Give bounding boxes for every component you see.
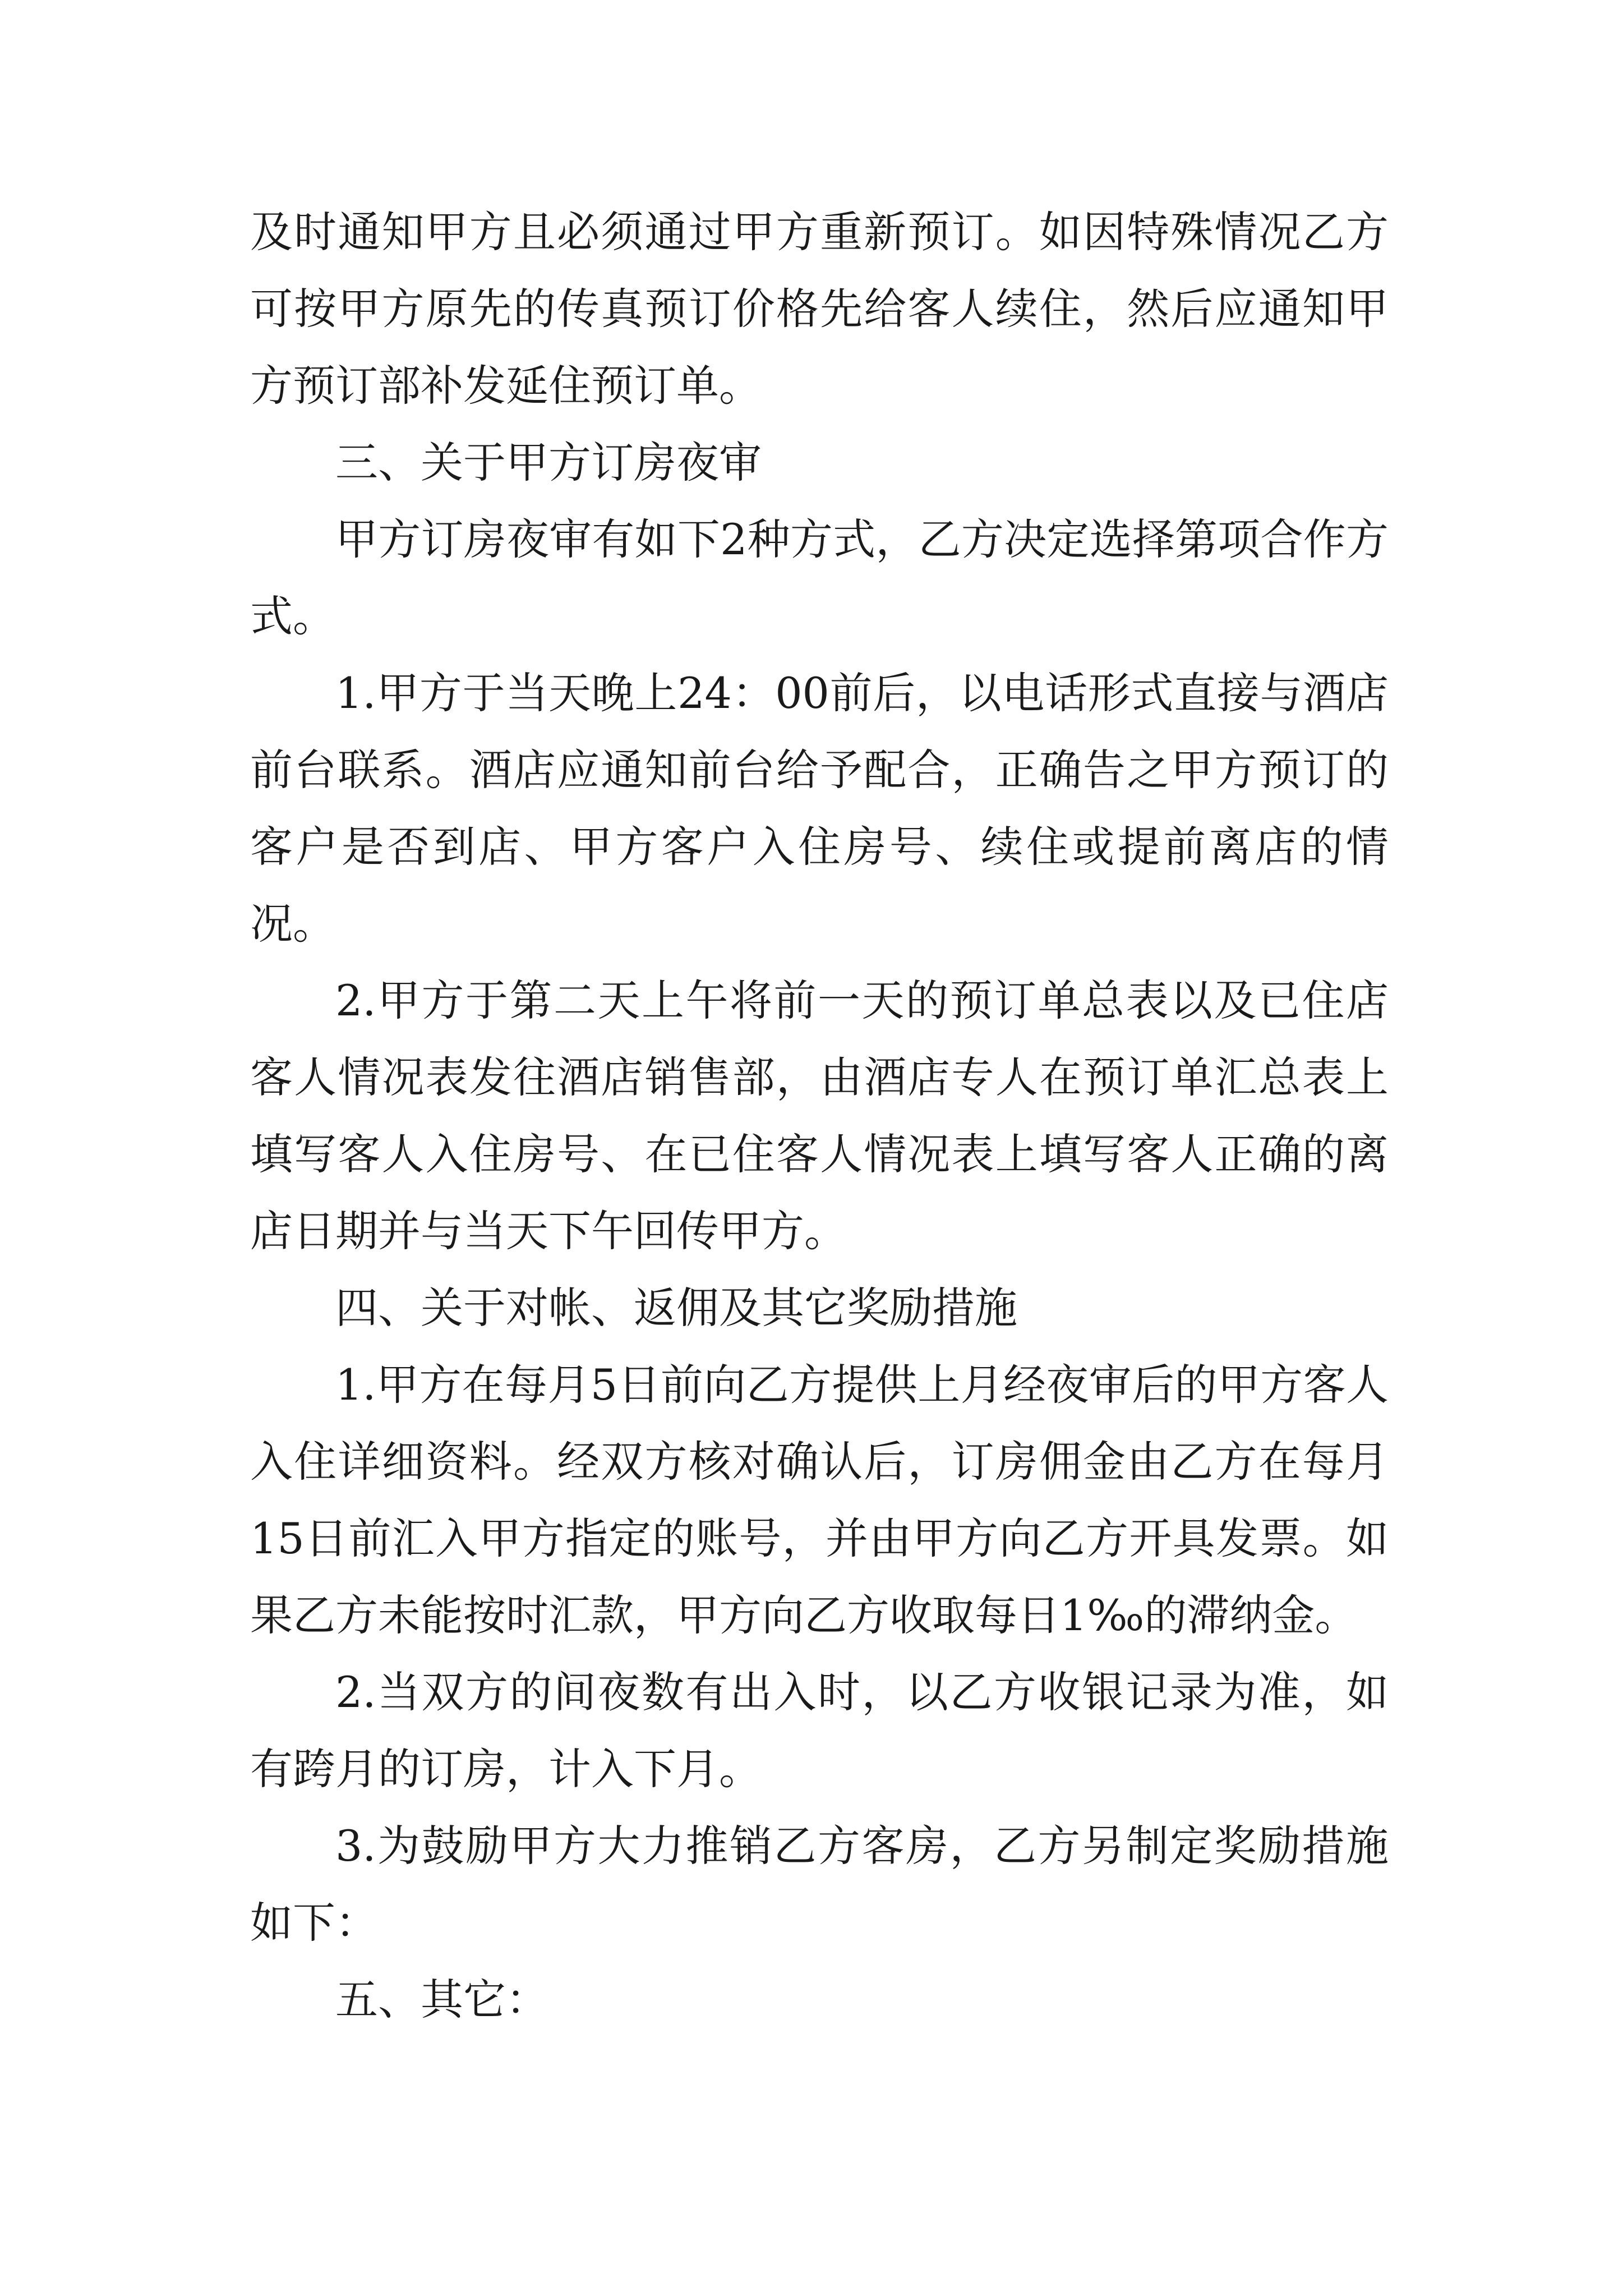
list-item: 1.甲方在每月5日前向乙方提供上月经夜审后的甲方客人入住详细资料。经双方核对确认后，订房佣金由乙方在每月15日前汇入甲方指定的账号，并由甲方向乙方开具发票。如果乙方未能按时汇款，甲方向乙方收取每日1‰的滞纳金。 <box>250 1360 1389 1640</box>
list-item: 2.当双方的间夜数有出入时，以乙方收银记录为准，如有跨月的订房，计入下月。 <box>250 1667 1389 1794</box>
list-item: 1.甲方于当天晚上24：00前后，以电话形式直接与酒店前台联系。酒店应通知前台给予配合，正确告之甲方预订的客户是否到店、甲方客户入住房号、续住或提前离店的情况。 <box>250 668 1389 949</box>
paragraph: 甲方订房夜审有如下2种方式，乙方决定选择第项合作方式。 <box>250 514 1389 641</box>
list-item: 3.为鼓励甲方大力推销乙方客房，乙方另制定奖励措施如下： <box>250 1821 1389 1948</box>
paragraph-continuation: 及时通知甲方且必须通过甲方重新预订。如因特殊情况乙方可按甲方原先的传真预订价格先给客人续住，然后应通知甲方预订部补发延住预订单。 <box>250 207 1389 411</box>
section-heading-3: 三、关于甲方订房夜审 <box>335 438 762 487</box>
section-heading-4: 四、关于对帐、返佣及其它奖励措施 <box>335 1283 1017 1333</box>
document-body <box>250 194 1389 2038</box>
section-heading-5: 五、其它： <box>335 1975 548 2024</box>
list-item: 2.甲方于第二天上午将前一天的预订单总表以及已住店客人情况表发往酒店销售部，由酒店专人在预订单汇总表上填写客人入住房号、在已住客人情况表上填写客人正确的离店日期并与当天下午回传甲方。 <box>250 976 1389 1256</box>
